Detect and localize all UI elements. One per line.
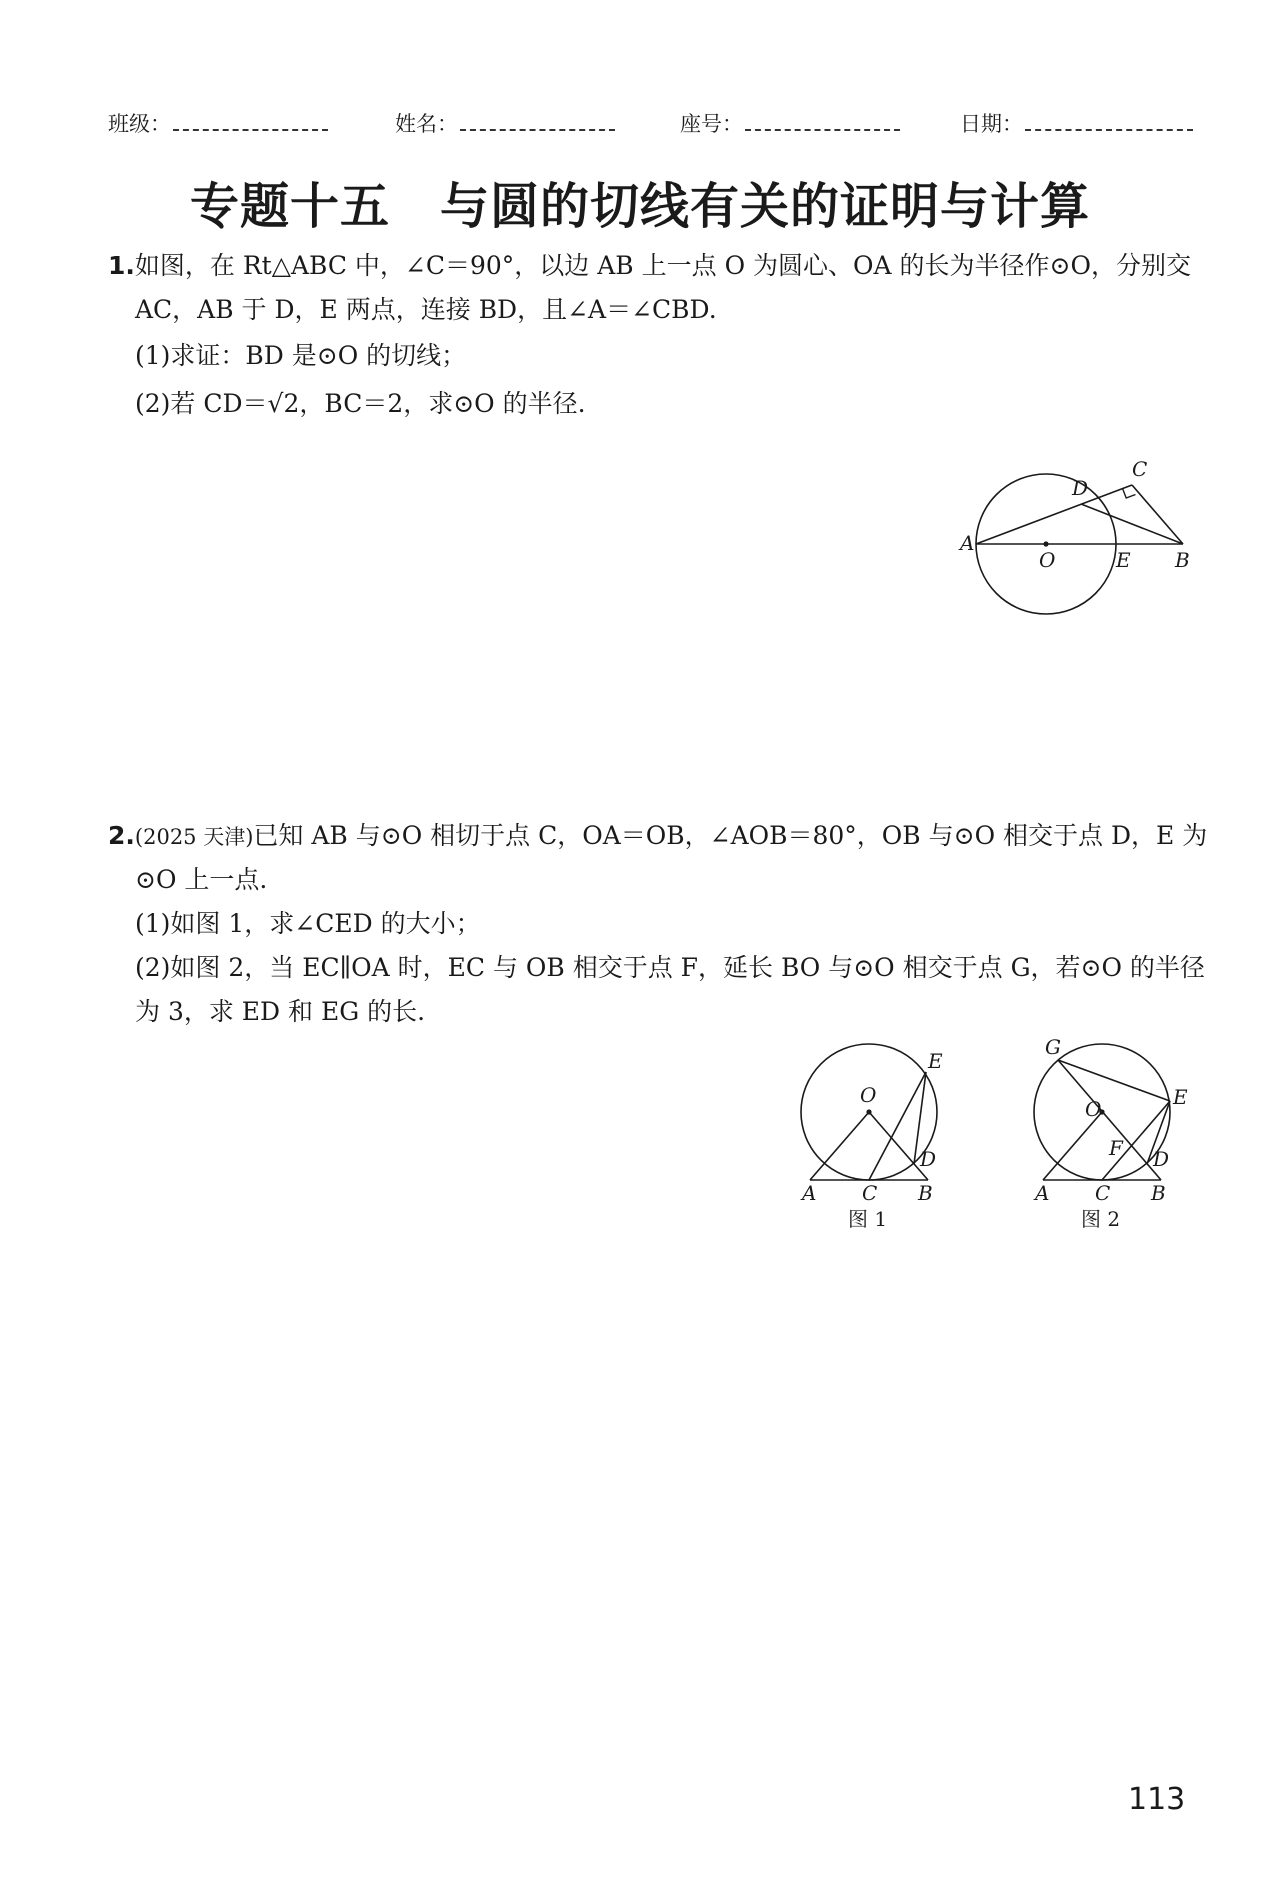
q1-part1: (1)求证：BD 是⊙O 的切线； <box>135 341 467 370</box>
q1-label-a: A <box>960 531 975 555</box>
seat-blank[interactable] <box>745 113 900 131</box>
fig1-segment-ce <box>869 1072 926 1180</box>
date-field <box>960 108 1193 138</box>
fig2-label-b: B <box>1151 1181 1166 1205</box>
q2-line2: ⊙O 上一点. <box>135 865 268 894</box>
fig1-label-o: O <box>860 1083 877 1107</box>
q1-line1 <box>108 250 1191 282</box>
q1-label-e: E <box>1116 548 1131 572</box>
fig2-label-a: A <box>1035 1181 1050 1205</box>
q1-label-c: C <box>1132 457 1148 481</box>
q2-part1: (1)如图 1，求∠CED 的大小； <box>135 909 481 938</box>
page-number: 113 <box>1128 1782 1186 1817</box>
fig1-label-b: B <box>918 1181 933 1205</box>
q1-right-angle-mark <box>1123 489 1136 498</box>
q1-segment-cb <box>1132 485 1183 544</box>
q2-number: 2. <box>108 821 135 850</box>
class-blank[interactable] <box>173 113 328 131</box>
q2-figure2 <box>1025 1032 1220 1237</box>
q1-segment-bd <box>1081 504 1183 544</box>
q1-label-b: B <box>1175 548 1190 572</box>
name-label: 姓名： <box>395 112 458 136</box>
class-field <box>108 108 328 138</box>
fig1-caption: 图 1 <box>848 1207 888 1231</box>
fig2-label-f: F <box>1109 1136 1123 1160</box>
date-label: 日期： <box>960 112 1023 136</box>
q1-line2: AC，AB 于 D，E 两点，连接 BD，且∠A＝∠CBD. <box>135 295 717 324</box>
fig1-label-a: A <box>802 1181 817 1205</box>
class-label: 班级： <box>108 112 171 136</box>
fig2-segment-oa <box>1043 1112 1102 1180</box>
title-part2: 与圆的切线有关的证明与计算 <box>440 178 1091 235</box>
seat-field <box>680 108 900 138</box>
q1-figure <box>950 455 1210 655</box>
header-row <box>0 108 1280 138</box>
fig1-center-point <box>866 1109 871 1114</box>
fig2-caption: 图 2 <box>1081 1207 1121 1231</box>
q2-text-line1: 已知 AB 与⊙O 相切于点 C，OA＝OB，∠AOB＝80°，OB 与⊙O 相交于点 D，E 为 <box>253 821 1208 850</box>
fig1-label-c: C <box>862 1181 878 1205</box>
q2-part2-line2: 为 3，求 ED 和 EG 的长. <box>135 997 426 1026</box>
date-blank[interactable] <box>1025 113 1193 131</box>
fig1-label-e: E <box>928 1049 943 1073</box>
q1-center-point <box>1043 541 1048 546</box>
fig2-label-o: O <box>1085 1097 1102 1121</box>
fig2-label-g: G <box>1045 1035 1061 1059</box>
q2-part2-line1: (2)如图 2，当 EC∥OA 时，EC 与 OB 相交于点 F，延长 BO 与⊙O 相交于点 G，若⊙O 的半径 <box>135 953 1205 982</box>
q2-line1 <box>108 820 1207 853</box>
q1-part2: (2)若 CD＝√2，BC＝2，求⊙O 的半径. <box>135 389 586 418</box>
q2-source: (2025 天津) <box>134 825 254 849</box>
q1-text-line1: 如图，在 Rt△ABC 中，∠C＝90°，以边 AB 上一点 O 为圆心、OA 的长为半径作⊙O，分别交 <box>134 251 1191 280</box>
fig2-segment-gb <box>1058 1060 1161 1180</box>
fig1-segment-oa <box>810 1112 869 1180</box>
fig2-label-d: D <box>1153 1147 1170 1171</box>
name-blank[interactable] <box>460 113 615 131</box>
fig2-label-c: C <box>1095 1181 1111 1205</box>
fig2-label-e: E <box>1173 1085 1188 1109</box>
q2-figure1 <box>790 1032 970 1237</box>
page-title <box>0 168 1280 238</box>
name-field <box>395 108 615 138</box>
seat-label: 座号： <box>680 112 743 136</box>
q1-label-o: O <box>1039 548 1056 572</box>
fig1-label-d: D <box>920 1147 937 1171</box>
title-part1: 专题十五 <box>189 178 390 235</box>
q1-number: 1. <box>108 251 135 280</box>
q1-label-d: D <box>1072 476 1089 500</box>
